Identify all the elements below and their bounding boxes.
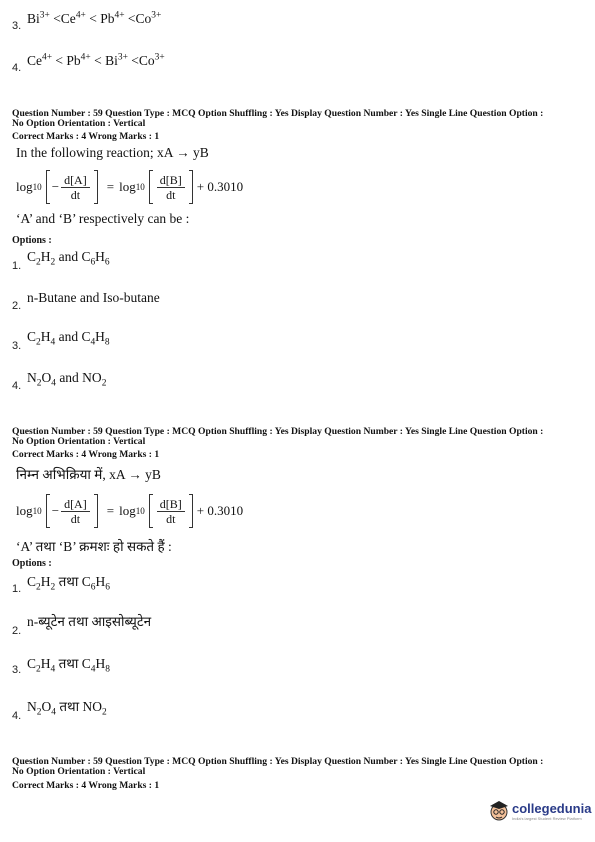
rate-equation: log 10 − $\frac{d[A]}{dt}$ = log 10 $\frac{d[B]}{dt}$ + 0.3010 [16, 492, 243, 530]
question-meta: No Option Orientation : Vertical [12, 118, 146, 129]
question-meta: No Option Orientation : Vertical [12, 766, 146, 777]
question-marks: Correct Marks : 4 Wrong Marks : 1 [12, 131, 160, 142]
option-number: 3. [12, 340, 22, 352]
option-text: $C_2H_2$ and $C_6H_6$ [27, 249, 110, 268]
question-stem: निम्न अभिक्रिया में, xA → yB [16, 467, 161, 482]
option-number: 2. [12, 625, 22, 637]
question-prompt: ‘A’ and ‘B’ respectively can be : [16, 211, 190, 226]
option-text: $C_2H_4$ and $C_4H_8$ [27, 329, 110, 348]
question-meta: Question Number : 59 Question Type : MCQ Option Shuffling : Yes Display Question Number : Yes Single Line Question Option : [12, 108, 544, 119]
question-prompt: ‘A’ तथा ‘B’ क्रमशः हो सकते हैं : [16, 539, 172, 554]
question-marks: Correct Marks : 4 Wrong Marks : 1 [12, 780, 160, 791]
mascot-icon [488, 799, 510, 823]
option-number: 3. [12, 20, 22, 32]
option-number: 1. [12, 583, 22, 595]
option-text: n-ब्यूटेन तथा आइसोब्यूटेन [27, 614, 152, 629]
question-meta: Question Number : 59 Question Type : MCQ Option Shuffling : Yes Display Question Number : Yes Single Line Question Option : [12, 756, 544, 767]
option-number: 1. [12, 260, 22, 272]
option-number: 4. [12, 62, 22, 74]
options-label: Options : [12, 235, 52, 246]
option-number: 4. [12, 380, 22, 392]
question-marks: Correct Marks : 4 Wrong Marks : 1 [12, 449, 160, 460]
option-text: $N_2O_4$ and $NO_2$ [27, 370, 107, 389]
collegedunia-logo [488, 799, 591, 823]
logo-text: collegedunia [512, 801, 592, 816]
option-text: $C_2H_2$ तथा $C_6H_6$ [27, 574, 110, 593]
options-label: Options : [12, 558, 52, 569]
question-meta: Question Number : 59 Question Type : MCQ Option Shuffling : Yes Display Question Number : Yes Single Line Question Option : [12, 426, 544, 437]
option-number: 2. [12, 300, 22, 312]
option-number: 4. [12, 710, 22, 722]
option-text: $Bi^{3+} <Ce^{4+} < Pb^{4+} <Co^{3+}$ [27, 10, 162, 26]
logo-tagline: India's largest Student Review Platform [512, 816, 582, 821]
option-text: n-Butane and Iso-butane [27, 290, 160, 305]
question-meta: No Option Orientation : Vertical [12, 436, 146, 447]
option-text: $Ce^{4+} < Pb^{4+} < Bi^{3+} <Co^{3+}$ [27, 52, 165, 68]
option-text: $C_2H_4$ तथा $C_4H_8$ [27, 656, 110, 675]
option-number: 3. [12, 664, 22, 676]
option-text: $N_2O_4$ तथा $NO_2$ [27, 699, 107, 718]
rate-equation: log 10 − $\frac{d[A]}{dt}$ = log 10 $\frac{d[B]}{dt}$ + 0.3010 [16, 168, 243, 206]
question-stem: In the following reaction; xA → yB [16, 145, 209, 160]
